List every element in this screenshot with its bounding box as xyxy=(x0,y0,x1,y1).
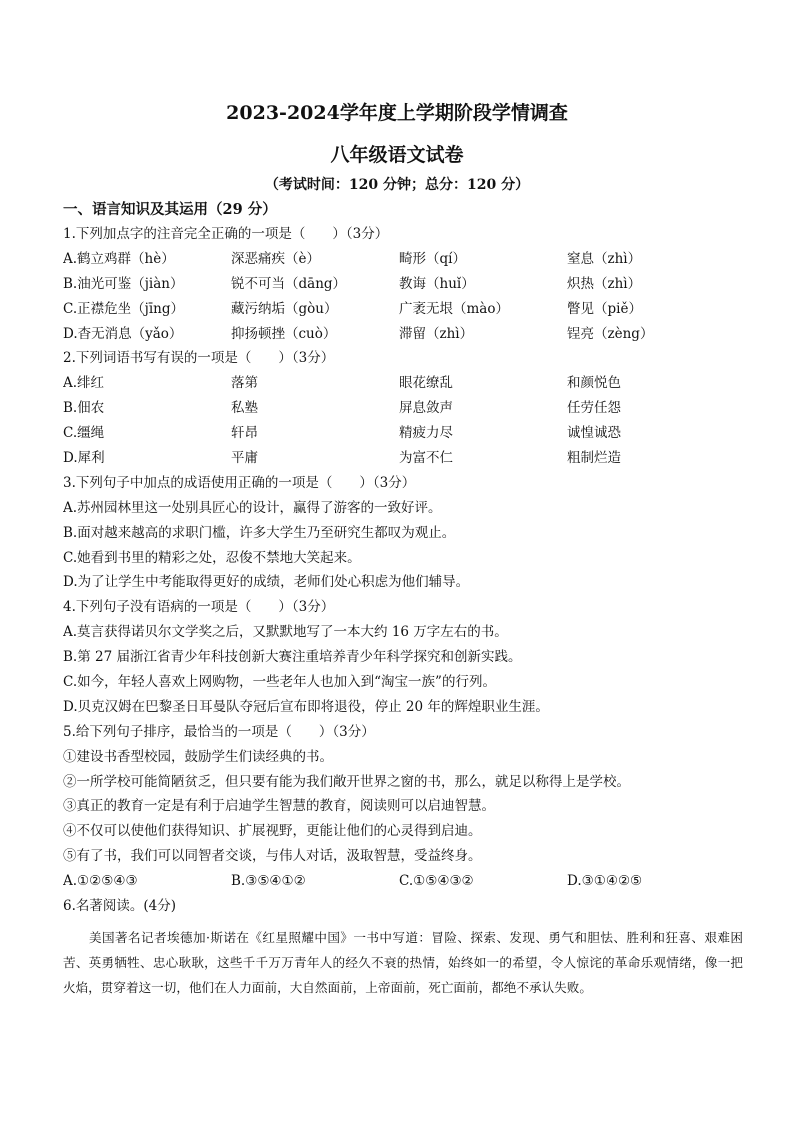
option-cell: A.绯红 xyxy=(63,375,105,392)
option-cell: B.油光可鉴（jiàn） xyxy=(63,275,184,292)
question-4-option-c: C.如今，年轻人喜欢上网购物，一些老年人也加入到“淘宝一族”的行列。 xyxy=(63,674,496,691)
option-cell: 教诲（huǐ） xyxy=(399,275,475,292)
option-cell: 诚惶诚恐 xyxy=(567,425,621,442)
option-cell: C.缰绳 xyxy=(63,425,105,442)
question-3-option-b: B.面对越来越高的求职门槛，许多大学生乃至研究生都叹为观止。 xyxy=(63,524,456,541)
question-4-stem: 4.下列句子没有语病的一项是（ ）（3分） xyxy=(63,599,335,616)
option-cell: 炽热（zhì） xyxy=(567,275,642,292)
question-5-sentence-4: ④不仅可以使他们获得知识、扩展视野，更能让他们的心灵得到启迪。 xyxy=(63,823,482,840)
question-5-sentence-3: ③真正的教育一定是有利于启迪学生智慧的教育，阅读则可以启迪智慧。 xyxy=(63,798,495,815)
question-3-option-a: A.苏州园林里这一处别具匠心的设计，赢得了游客的一致好评。 xyxy=(63,499,442,516)
question-1-option-d xyxy=(63,322,743,347)
question-2-option-d xyxy=(63,446,743,471)
question-6-passage: 美国著名记者埃德加·斯诺在《红星照耀中国》一书中写道：冒险、探索、发现、勇气和胆怯、胜利和狂喜、艰难困苦、英勇牺牲、忠心耿耿，这些千千万万青年人的经久不衰的热情，始终如一的希望，令人惊诧的革命乐观情绪，像一把火焰，贯穿着这一切，他们在人力面前，大自然面前，上帝面前，死亡面前，都绝不承认失败。 xyxy=(63,929,743,995)
exam-title: 2023-2024学年度上学期阶段学情调查 xyxy=(226,102,568,124)
questions xyxy=(63,222,743,1000)
question-4-option-b: B.第 27 届浙江省青少年科技创新大赛注重培养青少年科学探究和创新实践。 xyxy=(63,649,522,666)
option-cell: 轩昂 xyxy=(231,425,258,442)
option-cell: 眼花缭乱 xyxy=(399,375,453,392)
option-cell: 广袤无垠（mào） xyxy=(399,300,509,317)
question-5-options xyxy=(63,869,743,894)
option-cell: 锃亮（zèng） xyxy=(567,325,654,342)
option-cell: 畸形（qí） xyxy=(399,250,466,267)
option-cell: A.鹤立鸡群（hè） xyxy=(63,250,175,267)
question-5-sentence-5: ⑤有了书，我们可以同智者交谈，与伟人对话，汲取智慧，受益终身。 xyxy=(63,848,482,865)
question-4-option-a: A.莫言获得诺贝尔文学奖之后，又默默地写了一本大约 16 万字左右的书。 xyxy=(63,624,508,641)
option-cell: 为富不仁 xyxy=(399,450,453,467)
question-1-option-c xyxy=(63,297,743,322)
option-cell: 窒息（zhì） xyxy=(567,250,642,267)
question-5-stem: 5.给下列句子排序，最恰当的一项是（ ）（3分） xyxy=(63,723,375,740)
option-cell: 深恶痛疾（è） xyxy=(231,250,320,267)
option-cell: 任劳任怨 xyxy=(567,400,621,417)
question-5-sentence-1: ①建设书香型校园，鼓励学生们读经典的书。 xyxy=(63,748,333,765)
option-cell: 滞留（zhì） xyxy=(399,325,474,342)
option-cell: 落第 xyxy=(231,375,258,392)
exam-subtitle: 八年级语文试卷 xyxy=(330,144,464,166)
option-cell: 粗制烂造 xyxy=(567,450,621,467)
option-cell: 私塾 xyxy=(231,400,258,417)
question-3-stem: 3.下列句子中加点的成语使用正确的一项是（ ）（3分） xyxy=(63,474,416,491)
option-cell: 锐不可当（dāng） xyxy=(231,275,347,292)
exam-info: （考试时间：120 分钟；总分：120 分） xyxy=(264,177,530,193)
option-cell: 平庸 xyxy=(231,450,258,467)
option-cell: A.①②⑤④③ xyxy=(63,873,138,890)
question-5-sentence-2: ②一所学校可能简陋贫乏，但只要有能为我们敞开世界之窗的书，那么，就足以称得上是学校。 xyxy=(63,773,630,790)
question-2-option-b xyxy=(63,396,743,421)
option-cell: D.③①④②⑤ xyxy=(567,873,643,890)
option-cell: B.佃农 xyxy=(63,400,105,417)
option-cell: 屏息敛声 xyxy=(399,400,453,417)
option-cell: 抑扬顿挫（cuò） xyxy=(231,325,337,342)
question-2-option-c xyxy=(63,421,743,446)
option-cell: 藏污纳垢（gòu） xyxy=(231,300,338,317)
question-1-stem: 1.下列加点字的注音完全正确的一项是（ ）（3分） xyxy=(63,226,389,242)
option-cell: 精疲力尽 xyxy=(399,425,453,442)
question-2-stem: 2.下列词语书写有误的一项是（ ）（3分） xyxy=(63,350,335,367)
question-3-option-c: C.她看到书里的精彩之处，忍俊不禁地大笑起来。 xyxy=(63,549,361,566)
question-3-option-d: D.为了让学生中考能取得更好的成绩，老师们处心积虑为他们辅导。 xyxy=(63,574,470,591)
question-6-stem: 6.名著阅读。(4分) xyxy=(63,898,177,915)
question-1-option-b xyxy=(63,272,743,297)
question-4-option-d: D.贝克汉姆在巴黎圣日耳曼队夺冠后宣布即将退役，停止 20 年的辉煌职业生涯。 xyxy=(63,698,549,715)
option-cell: B.③⑤④①② xyxy=(231,873,306,890)
option-cell: C.①⑤④③② xyxy=(399,873,474,890)
option-cell: C.正襟危坐（jīng） xyxy=(63,300,184,317)
option-cell: 和颜悦色 xyxy=(567,375,621,392)
option-cell: D.犀利 xyxy=(63,450,105,467)
question-2-option-a xyxy=(63,371,743,396)
option-cell: 瞥见（piě） xyxy=(567,300,642,317)
question-1-option-a xyxy=(63,247,743,272)
section-heading: 一、语言知识及其运用（29 分） xyxy=(63,201,277,218)
option-cell: D.杳无消息（yǎo） xyxy=(63,325,183,342)
